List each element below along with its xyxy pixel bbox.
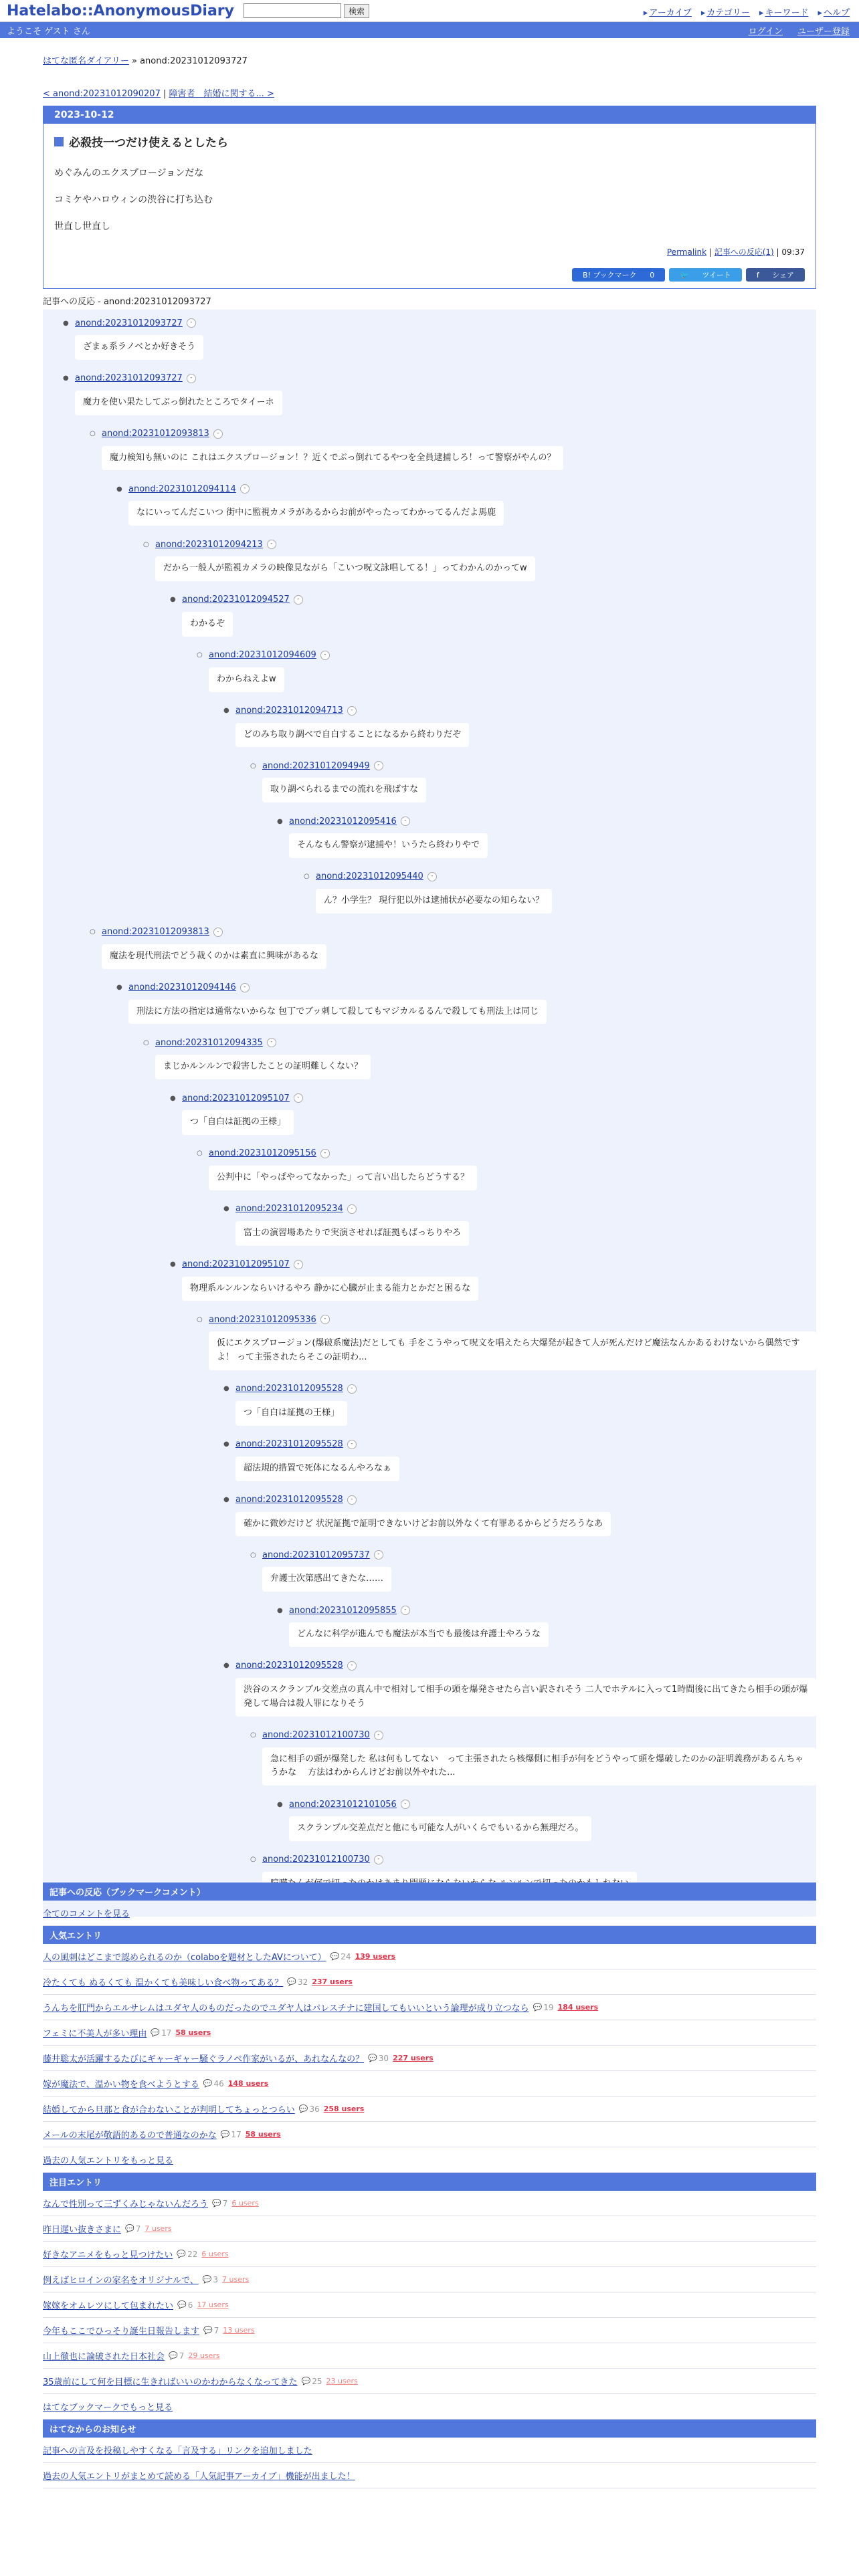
reaction-link[interactable]: anond:20231012095528 <box>235 1660 343 1671</box>
collapse-icon[interactable]: - <box>320 1149 330 1158</box>
reaction-text: わからねえよw <box>209 667 284 692</box>
notable-more-link[interactable]: はてなブックマークでもっと見る <box>43 2403 173 2413</box>
comment-count[interactable]: 💬 7 <box>125 2224 140 2234</box>
popular-entry-link[interactable]: 人の風刺はどこまで認められるのか（colaboを題材としたAVについて） <box>43 1953 326 1963</box>
reaction-text: 魔法を現代刑法でどう裁くのかは素直に興味があるな <box>102 944 326 969</box>
reaction-item <box>223 1658 816 1721</box>
bookmark-users-badge[interactable]: 23 users <box>326 2377 358 2385</box>
popular-row <box>43 1995 816 2020</box>
reaction-item <box>143 1035 816 1083</box>
reaction-text: ざまぁ系ラノベとか好きそう <box>75 335 203 360</box>
bullet-icon: ● <box>170 1261 176 1269</box>
reaction-link[interactable]: anond:20231012094949 <box>262 760 370 771</box>
collapse-icon[interactable]: - <box>213 429 223 439</box>
reaction-head <box>250 1727 816 1743</box>
facebook-share-button[interactable] <box>746 268 805 282</box>
site-logo[interactable]: Hatelabo::AnonymousDiary <box>7 2 234 19</box>
entry-title-text: 必殺技一つだけ使えるとしたら <box>69 136 228 150</box>
reaction-head <box>223 703 816 719</box>
notice-link[interactable]: 過去の人気エントリがまとめて読める「人気記事アーカイブ」機能が出ました！ <box>43 2472 355 2482</box>
reaction-head <box>304 869 816 885</box>
popular-row <box>43 2020 816 2046</box>
reaction-link[interactable]: anond:20231012095107 <box>182 1093 290 1103</box>
reaction-head <box>143 1035 816 1051</box>
reaction-item <box>197 647 816 696</box>
reaction-head <box>223 1381 816 1397</box>
reaction-text: わかるぞ <box>182 612 233 637</box>
reaction-text: 確かに微妙だけど 状況証拠で証明できないけどお前以外なくて有罪あるからどうだろうなあ <box>235 1512 611 1537</box>
notable-row <box>43 2318 816 2343</box>
reaction-head <box>197 1311 816 1327</box>
popular-entry-link[interactable]: メールの末尾が敬語的あるので普通なのかな <box>43 2131 217 2141</box>
hatena-bookmark-button[interactable] <box>572 268 665 282</box>
bullet-icon: ● <box>63 374 69 383</box>
comment-count[interactable]: 💬 3 <box>203 2275 218 2284</box>
reaction-head <box>90 924 816 940</box>
search-input[interactable] <box>244 3 341 18</box>
reaction-link[interactable]: anond:20231012093813 <box>102 927 209 938</box>
all-comments-link[interactable]: 全てのコメントを見る <box>43 1909 130 1919</box>
popular-entry-link[interactable]: フェミに不美人が多い理由 <box>43 2029 147 2039</box>
breadcrumb-root[interactable]: はてな匿名ダイアリー <box>43 56 129 66</box>
bullet-icon: ○ <box>90 928 96 936</box>
bullet-icon: ● <box>63 319 69 327</box>
bookmark-users-badge[interactable]: 148 users <box>227 2079 269 2088</box>
reaction-head <box>223 1201 816 1217</box>
reaction-head <box>250 1547 816 1563</box>
reaction-head <box>223 1436 816 1453</box>
reaction-link[interactable]: anond:20231012095440 <box>316 871 423 882</box>
reaction-link[interactable]: anond:20231012101056 <box>289 1799 397 1810</box>
collapse-icon[interactable]: - <box>347 1384 357 1394</box>
entry-title <box>54 133 805 150</box>
bullet-icon: ● <box>223 1440 229 1448</box>
notable-row <box>43 2343 816 2369</box>
reaction-link[interactable]: anond:20231012095416 <box>289 816 397 827</box>
collapse-icon[interactable]: - <box>374 1731 383 1740</box>
breadcrumb-current: anond:20231012093727 <box>140 56 248 66</box>
comment-count[interactable]: 💬 17 <box>151 2028 171 2038</box>
popular-row <box>43 2071 816 2097</box>
collapse-icon[interactable]: - <box>187 318 196 328</box>
bullet-icon: ○ <box>197 651 203 659</box>
reaction-item <box>223 703 816 752</box>
collapse-icon[interactable]: - <box>427 872 437 881</box>
reaction-head <box>170 1257 816 1273</box>
reaction-text: そんなもん警察が逮捕や！いうたら終わりやで <box>289 833 488 858</box>
bullet-icon: ○ <box>250 1731 256 1739</box>
collapse-icon[interactable]: - <box>240 983 250 992</box>
entry <box>43 106 816 289</box>
reaction-item <box>223 1201 816 1250</box>
reaction-item <box>90 924 816 973</box>
reaction-text: まじかルンルンで殺害したことの証明難しくない？ <box>155 1055 371 1079</box>
reaction-head <box>170 592 816 608</box>
collapse-icon[interactable]: - <box>213 928 223 937</box>
reaction-item <box>250 758 816 807</box>
main-content <box>43 53 816 1917</box>
collapse-icon[interactable]: - <box>267 540 276 549</box>
reaction-head <box>143 536 816 552</box>
bookmark-users-badge[interactable]: 58 users <box>245 2130 281 2139</box>
entry-line: めぐみんのエクスプロージョンだな <box>54 168 204 179</box>
reaction-item <box>63 315 816 364</box>
bookmark-users-badge[interactable]: 13 users <box>223 2326 255 2335</box>
reaction-link[interactable]: anond:20231012094335 <box>155 1037 263 1048</box>
bookmark-users-badge[interactable]: 184 users <box>557 2003 599 2012</box>
reaction-link[interactable]: anond:20231012100730 <box>262 1854 370 1865</box>
popular-row <box>43 2046 816 2071</box>
collapse-icon[interactable]: - <box>401 817 410 826</box>
bookmark-users-badge[interactable]: 17 users <box>197 2300 229 2309</box>
collapse-icon[interactable]: - <box>347 1440 357 1449</box>
tweet-button[interactable] <box>669 268 742 282</box>
next-entry-link[interactable]: 障害者 結婚に関する... > <box>169 89 274 99</box>
bookmark-users-badge[interactable]: 6 users <box>201 2250 229 2258</box>
popular-entry-link[interactable]: 結婚してから旦那と食が合わないことが判明してちょっとつらい <box>43 2105 295 2115</box>
reaction-link[interactable]: anond:20231012094146 <box>128 982 236 993</box>
notable-entry-link[interactable]: 山上徹也に論破された日本社会 <box>43 2352 165 2362</box>
reaction-text: だから一般人が監視カメラの映像見ながら「こいつ呪文詠唱してる！」ってわかんのかってw <box>155 556 535 581</box>
register-link[interactable]: ユーザー登録 <box>797 26 850 37</box>
bullet-icon: ○ <box>250 1856 256 1864</box>
notable-row <box>43 2292 816 2318</box>
reaction-text: つ「自白は証拠の王様」 <box>235 1401 347 1426</box>
collapse-icon[interactable]: - <box>240 484 250 494</box>
reaction-item <box>223 1436 816 1485</box>
tweet-label: ツイート <box>702 271 731 280</box>
bookmark-users-badge[interactable]: 29 users <box>188 2351 220 2360</box>
notable-entry-link[interactable]: 嫁嫁をオムレツにして包まれたい <box>43 2301 174 2311</box>
reaction-link[interactable]: anond:20231012095234 <box>235 1204 343 1214</box>
reaction-item <box>170 1090 816 1139</box>
comment-count[interactable]: 💬 22 <box>177 2250 197 2259</box>
reaction-item <box>143 536 816 585</box>
reaction-link[interactable]: anond:20231012094114 <box>128 484 236 494</box>
popular-more-link[interactable]: 過去の人気エントリをもっと見る <box>43 2156 174 2166</box>
bookmark-users-badge[interactable]: 237 users <box>312 1977 353 1986</box>
reaction-link[interactable]: anond:20231012095737 <box>262 1549 370 1560</box>
bullet-icon: ● <box>223 1385 229 1393</box>
reaction-text: 富士の演習場あたりで実演させれば証拠もばっちりやろ <box>235 1221 469 1246</box>
reaction-link[interactable]: anond:20231012095528 <box>235 1384 343 1394</box>
bullet-icon: ● <box>116 984 122 992</box>
bullet-icon: ● <box>170 596 176 604</box>
bookmark-users-badge[interactable]: 258 users <box>323 2105 365 2113</box>
reaction-head <box>116 980 816 996</box>
bookmark-users-badge[interactable]: 227 users <box>393 2054 434 2062</box>
reaction-head <box>197 1146 816 1162</box>
reaction-text: 仮にエクスプロージョン(爆破系魔法)だとしても 手をこうやって呪文を唱えたら大爆発が起きて人が死んだけど魔法なんかあるわけないから偶然ですよ！ って主張されたらそこの証明わ... <box>209 1331 816 1370</box>
lower-sections <box>43 1883 816 2488</box>
bullet-icon: ○ <box>90 430 96 438</box>
reaction-link[interactable]: anond:20231012095336 <box>209 1314 316 1325</box>
reaction-link[interactable]: anond:20231012095156 <box>209 1148 316 1159</box>
notable-more-row <box>43 2394 816 2420</box>
reaction-text: 物理系ルンルンならいけるやろ 静かに心臓が止まる能力とかだと困るな <box>182 1277 478 1301</box>
collapse-icon[interactable]: - <box>347 1495 357 1505</box>
bookmark-users-badge[interactable]: 139 users <box>355 1952 396 1961</box>
login-link[interactable]: ログイン <box>748 26 783 37</box>
bullet-icon: ○ <box>143 540 149 548</box>
entry-line: コミケやハロウィンの渋谷に打ち込む <box>54 195 213 205</box>
reaction-item <box>223 1381 816 1430</box>
notable-row <box>43 2242 816 2267</box>
reaction-link[interactable]: anond:20231012095528 <box>235 1495 343 1505</box>
reaction-item <box>197 1146 816 1194</box>
reaction-link[interactable]: anond:20231012100730 <box>262 1730 370 1741</box>
collapse-icon[interactable]: - <box>401 1800 410 1809</box>
reaction-link[interactable]: anond:20231012095107 <box>182 1259 290 1270</box>
reaction-item <box>170 1257 816 1305</box>
popular-row <box>43 2097 816 2122</box>
popular-entry-link[interactable]: うんちを肛門からエルサレムはユダヤ人のものだったのでユダヤ人はパレスチナに建国してもいいという論理が成り立つなら <box>43 2004 529 2014</box>
notable-row <box>43 2369 816 2394</box>
bullet-icon: ● <box>277 1606 283 1614</box>
reaction-head <box>197 647 816 663</box>
welcome-text: ようこそ ゲスト さん <box>7 26 90 37</box>
reaction-text: 魔力検知も無いのに これはエクスプロージョン！？近くでぶっ倒れてるやつを全員逮捕しろ！って警察がやんの？ <box>102 446 563 471</box>
bullet-icon: ○ <box>250 762 256 770</box>
popular-entry-link[interactable]: 嫁が魔法で、温かい物を食べようとする <box>43 2080 199 2090</box>
popular-list <box>43 1944 816 2147</box>
reaction-text: 急に相手の頭が爆発した 私は何もしてない って主張されたら核爆側に相手が何をどうやって頭を爆破したのかの証明義務があるんちゃうかな 方法はわからんけどお前以外やれた... <box>262 1747 816 1786</box>
comment-count[interactable]: 💬 19 <box>533 2003 554 2012</box>
nav-archive[interactable]: ▸ アーカイブ <box>644 5 692 18</box>
reaction-item <box>250 1727 816 1790</box>
comment-count[interactable]: 💬 46 <box>203 2079 224 2088</box>
permalink-link[interactable]: Permalink <box>666 247 707 257</box>
reaction-item <box>277 1796 816 1845</box>
bullet-icon: ● <box>116 485 122 493</box>
bullet-icon: ● <box>170 1094 176 1102</box>
comment-count[interactable]: 💬 7 <box>212 2199 227 2208</box>
entry-pager <box>43 86 816 99</box>
reaction-head <box>250 758 816 774</box>
popular-entry-link[interactable]: 冷たくても ぬるくても 温かくても美味しい食べ物ってある？ <box>43 1978 284 1988</box>
entry-date: 2023-10-12 <box>43 106 816 124</box>
bookmark-users-badge[interactable]: 58 users <box>175 2028 211 2037</box>
popular-more-row <box>43 2147 816 2173</box>
share-buttons <box>54 268 805 282</box>
entry-meta: Permalink | 記事への反応(1) | 09:37 <box>666 247 805 257</box>
collapse-icon[interactable]: - <box>294 1260 303 1269</box>
collapse-icon[interactable]: - <box>347 706 357 716</box>
collapse-icon[interactable]: - <box>294 1093 303 1103</box>
reaction-text: ん？小学生？ 現行犯以外は逮捕状が必要なの知らない？ <box>316 889 552 914</box>
reaction-text: 取り調べられるまでの流れを飛ばすな <box>262 778 426 802</box>
nav-help[interactable]: ▸ ヘルプ <box>818 5 850 18</box>
reaction-text: どんなに科学が進んでも魔法が本当でも最後は弁護士やろうな <box>289 1622 549 1647</box>
reaction-item <box>170 592 816 641</box>
reaction-item <box>277 1602 816 1651</box>
reaction-head <box>277 1602 816 1618</box>
reaction-head <box>223 1658 816 1674</box>
bullet-icon: ● <box>277 1800 283 1808</box>
user-bar <box>0 22 859 38</box>
notable-row <box>43 2216 816 2242</box>
comment-count[interactable]: 💬 7 <box>203 2326 219 2335</box>
comment-count[interactable]: 💬 7 <box>169 2351 184 2361</box>
facebook-icon: f <box>756 271 759 280</box>
bullet-icon: ● <box>223 1662 229 1670</box>
reaction-head <box>63 315 816 331</box>
reaction-item <box>116 980 816 1029</box>
all-comments-row <box>43 1901 816 1926</box>
nav-category[interactable]: ▸ カテゴリー <box>701 5 750 18</box>
bookmark-comments-header: 記事への反応（ブックマークコメント） <box>43 1883 816 1901</box>
bookmark-users-badge[interactable]: 7 users <box>222 2275 250 2284</box>
pager-sep: | <box>163 89 167 99</box>
bullet-icon: ○ <box>197 1315 203 1323</box>
comment-count[interactable]: 💬 32 <box>287 1977 308 1987</box>
collapse-icon[interactable]: - <box>320 651 330 660</box>
bullet-icon: ○ <box>197 1150 203 1158</box>
comment-count[interactable]: 💬 30 <box>368 2054 389 2063</box>
nav-keyword[interactable]: ▸ キーワード <box>759 5 809 18</box>
prev-entry-link[interactable]: < anond:20231012090207 <box>43 89 161 99</box>
bullet-icon: ○ <box>304 873 310 881</box>
collapse-icon[interactable]: - <box>347 1661 357 1671</box>
reaction-thread <box>43 310 816 1917</box>
notice-row <box>43 2463 816 2488</box>
reaction-item <box>304 869 816 918</box>
collapse-icon[interactable]: - <box>374 761 383 770</box>
collapse-icon[interactable]: - <box>374 1550 383 1560</box>
bookmark-users-badge[interactable]: 6 users <box>231 2199 259 2208</box>
reaction-head <box>90 426 816 442</box>
reaction-item <box>250 1547 816 1596</box>
reaction-item <box>197 1311 816 1374</box>
reaction-item <box>223 1492 816 1541</box>
reaction-text: どのみち取り調べで自白することになるから終わりだぞ <box>235 723 469 748</box>
reaction-text: 渋谷のスクランブル交差点の真ん中で相対して相手の頭を爆発させたら言い訳されそう 二人でホテルに入って1時間後に出てきたら相手の頭が爆発して場合は殺人罪になりそう <box>235 1678 816 1717</box>
reaction-text: 公判中に「やっぱやってなかった」って言い出したらどうする？ <box>209 1166 477 1190</box>
bookmark-users-badge[interactable]: 7 users <box>145 2224 172 2233</box>
breadcrumb-sep: » <box>131 56 137 66</box>
bullet-icon: ● <box>277 817 283 825</box>
reaction-text: 超法規的措置で死体になるんやろなぁ <box>235 1457 399 1481</box>
reaction-link[interactable]: anond:20231012093727 <box>75 373 183 384</box>
popular-entry-link[interactable]: 藤井聡太が活躍するたびにギャーギャー騒ぐラノベ作家がいるが、あれなんなの？ <box>43 2054 365 2064</box>
comment-count[interactable]: 💬 17 <box>221 2130 242 2139</box>
comment-count[interactable]: 💬 25 <box>302 2377 322 2386</box>
notable-entry-link[interactable]: 好きなアニメをもっと見つけたい <box>43 2250 173 2260</box>
collapse-icon[interactable]: - <box>267 1038 276 1047</box>
reaction-text: 魔力を使い果たしてぶっ倒れたところでタイーホ <box>75 391 282 415</box>
reaction-head <box>223 1492 816 1508</box>
reaction-link[interactable]: anond:20231012095528 <box>235 1439 343 1450</box>
collapse-icon[interactable]: - <box>401 1606 410 1615</box>
search-button[interactable]: 検索 <box>344 4 369 18</box>
entry-line: 世直し世直し <box>54 221 110 232</box>
reaction-head <box>250 1852 816 1868</box>
notices-header: はてなからのお知らせ <box>43 2420 816 2438</box>
collapse-icon[interactable]: - <box>187 374 196 383</box>
notable-list <box>43 2191 816 2394</box>
bullet-icon: ● <box>223 1496 229 1504</box>
title-square-icon <box>54 137 64 146</box>
popular-row <box>43 1944 816 1969</box>
popular-header: 人気エントリ <box>43 1926 816 1944</box>
notice-link[interactable]: 記事への言及を投稿しやすくなる「言及する」リンクを追加しました <box>43 2446 312 2456</box>
bookmark-label: B! ブックマーク <box>583 271 637 280</box>
notable-entry-link[interactable]: 例えばヒロインの家名をオリジナルで、 <box>43 2276 199 2286</box>
bullet-icon: ● <box>223 1205 229 1213</box>
reaction-item <box>63 370 816 419</box>
comment-count[interactable]: 💬 24 <box>330 1952 351 1961</box>
reaction-head <box>63 370 816 387</box>
notice-row <box>43 2438 816 2463</box>
share-label: シェア <box>772 271 794 280</box>
reaction-text: スクランブル交差点だと他にも可能な人がいくらでもいるから無理だろ。 <box>289 1816 591 1841</box>
notable-row <box>43 2267 816 2292</box>
reaction-item <box>116 481 816 530</box>
collapse-icon[interactable]: - <box>320 1315 330 1324</box>
entry-time: 09:37 <box>781 247 805 257</box>
reaction-link[interactable]: anond:20231012094213 <box>155 539 263 550</box>
reactions-title: 記事への反応 - anond:20231012093727 <box>43 297 211 307</box>
collapse-icon[interactable]: - <box>294 595 303 605</box>
comment-count[interactable]: 💬 6 <box>177 2300 193 2310</box>
reaction-item <box>90 426 816 475</box>
collapse-icon[interactable]: - <box>347 1204 357 1214</box>
notable-entry-link[interactable]: 昨日遅い抜きさまに <box>43 2225 122 2235</box>
breadcrumb <box>43 53 816 66</box>
reaction-head <box>116 481 816 497</box>
notable-entry-link[interactable]: 35歳前にして何を目標に生きればいいのかわからなくなってきた <box>43 2377 298 2387</box>
reaction-head <box>277 813 816 829</box>
reaction-item <box>277 813 816 862</box>
top-nav <box>644 5 850 18</box>
reaction-text: 刑法に方法の指定は通常ないからな 包丁でブッ刺して殺してもマジカルるるんで殺しても刑法上は同じ <box>128 1000 547 1025</box>
reaction-text: つ「自白は証拠の王様」 <box>182 1110 294 1135</box>
reaction-link[interactable]: anond:20231012094527 <box>182 595 290 605</box>
comment-count[interactable]: 💬 36 <box>299 2105 320 2114</box>
reaction-head <box>170 1090 816 1106</box>
bookmark-count: 0 <box>650 271 655 280</box>
reactions-link[interactable]: 記事への反応(1) <box>714 247 774 257</box>
top-bar <box>0 0 859 22</box>
popular-row <box>43 2122 816 2147</box>
notable-entry-link[interactable]: 今年もここでひっそり誕生日報告します <box>43 2327 200 2337</box>
bullet-icon: ○ <box>143 1039 149 1047</box>
notable-header: 注目エントリ <box>43 2173 816 2191</box>
reaction-link[interactable]: anond:20231012093813 <box>102 429 209 439</box>
reaction-link[interactable]: anond:20231012094609 <box>209 650 316 661</box>
reaction-text: なにいってんだこいつ 街中に監視カメラがあるからお前がやったってわかってるんだよ馬鹿 <box>128 501 504 526</box>
notable-row <box>43 2191 816 2216</box>
notable-entry-link[interactable]: なんで性別って三ずくみじゃないんだろう <box>43 2199 209 2210</box>
popular-row <box>43 1969 816 1995</box>
twitter-icon: 🐦 <box>680 271 689 280</box>
bullet-icon: ● <box>223 707 229 715</box>
collapse-icon[interactable]: - <box>374 1855 383 1864</box>
reaction-head <box>277 1796 816 1812</box>
reaction-link[interactable]: anond:20231012093727 <box>75 318 183 328</box>
bullet-icon: ○ <box>250 1551 256 1559</box>
reaction-link[interactable]: anond:20231012094713 <box>235 706 343 716</box>
reaction-link[interactable]: anond:20231012095855 <box>289 1605 397 1616</box>
reaction-text: 弁護士次第感出てきたな…… <box>262 1567 391 1592</box>
